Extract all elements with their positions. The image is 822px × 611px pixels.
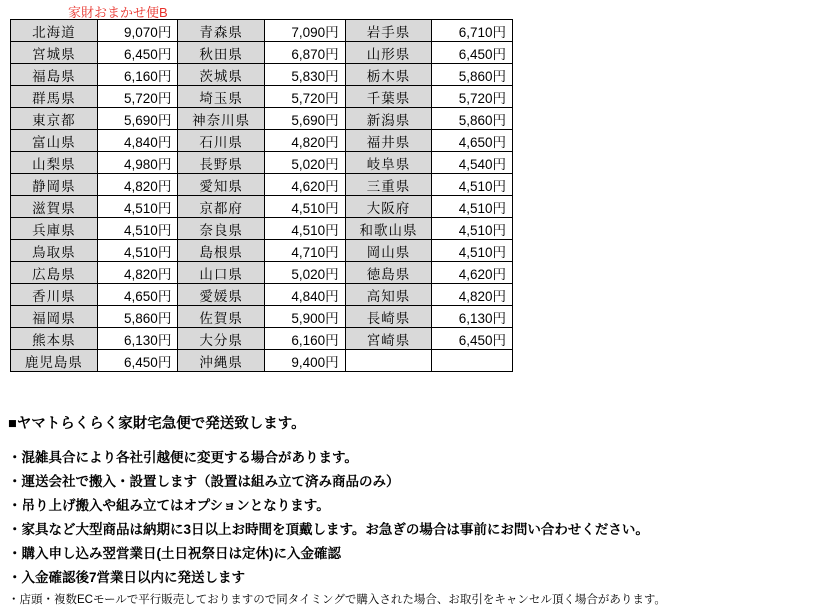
prefecture-cell: 大分県 bbox=[178, 328, 265, 350]
fee-cell: 6,710円 bbox=[432, 20, 513, 42]
table-row bbox=[11, 218, 513, 240]
prefecture-cell: 富山県 bbox=[11, 130, 98, 152]
table-row bbox=[11, 240, 513, 262]
fee-cell: 6,450円 bbox=[97, 42, 178, 64]
table-row bbox=[11, 350, 513, 372]
table-row bbox=[11, 196, 513, 218]
fee-cell: 5,860円 bbox=[432, 108, 513, 130]
fee-cell: 9,070円 bbox=[97, 20, 178, 42]
prefecture-cell: 埼玉県 bbox=[178, 86, 265, 108]
prefecture-cell: 長崎県 bbox=[345, 306, 432, 328]
prefecture-cell: 広島県 bbox=[11, 262, 98, 284]
prefecture-cell: 香川県 bbox=[11, 284, 98, 306]
prefecture-cell: 宮崎県 bbox=[345, 328, 432, 350]
fee-cell: 6,870円 bbox=[265, 42, 346, 64]
fee-cell: 4,980円 bbox=[97, 152, 178, 174]
fee-cell: 5,690円 bbox=[97, 108, 178, 130]
fee-cell: 6,160円 bbox=[97, 64, 178, 86]
prefecture-cell: 青森県 bbox=[178, 20, 265, 42]
fee-cell: 4,510円 bbox=[265, 196, 346, 218]
fee-cell: 5,830円 bbox=[265, 64, 346, 86]
fee-cell: 4,510円 bbox=[432, 196, 513, 218]
fee-cell: 7,090円 bbox=[265, 20, 346, 42]
table-row bbox=[11, 42, 513, 64]
prefecture-cell: 千葉県 bbox=[345, 86, 432, 108]
notes-headline: ■ヤマトらくらく家財宅急便で発送致します。 bbox=[8, 416, 306, 432]
table-row bbox=[11, 130, 513, 152]
prefecture-cell: 栃木県 bbox=[345, 64, 432, 86]
table-row bbox=[11, 328, 513, 350]
table-row bbox=[11, 284, 513, 306]
table-row bbox=[11, 108, 513, 130]
prefecture-cell: 奈良県 bbox=[178, 218, 265, 240]
prefecture-cell: 京都府 bbox=[178, 196, 265, 218]
table-row bbox=[11, 152, 513, 174]
prefecture-cell: 島根県 bbox=[178, 240, 265, 262]
fee-cell: 5,020円 bbox=[265, 152, 346, 174]
prefecture-cell: 山形県 bbox=[345, 42, 432, 64]
list-item: ・入金確認後7営業日以内に発送します bbox=[8, 570, 246, 585]
list-item: ・購入申し込み翌営業日(土日祝祭日は定休)に入金確認 bbox=[8, 546, 341, 561]
shipping-fee-table bbox=[10, 19, 513, 372]
fee-table-body bbox=[11, 20, 513, 372]
fee-cell: 4,510円 bbox=[97, 196, 178, 218]
prefecture-cell: 山梨県 bbox=[11, 152, 98, 174]
fee-cell: 4,820円 bbox=[97, 262, 178, 284]
prefecture-cell: 大阪府 bbox=[345, 196, 432, 218]
prefecture-cell: 長野県 bbox=[178, 152, 265, 174]
prefecture-cell: 岡山県 bbox=[345, 240, 432, 262]
fee-cell: 4,510円 bbox=[432, 174, 513, 196]
fee-cell: 5,860円 bbox=[432, 64, 513, 86]
prefecture-cell: 徳島県 bbox=[345, 262, 432, 284]
table-row bbox=[11, 174, 513, 196]
fee-cell: 5,900円 bbox=[265, 306, 346, 328]
fee-cell: 6,450円 bbox=[432, 328, 513, 350]
fee-cell: 4,710円 bbox=[265, 240, 346, 262]
fee-cell: 4,840円 bbox=[265, 284, 346, 306]
list-item: ・混雑具合により各社引越便に変更する場合があります。 bbox=[8, 450, 358, 465]
prefecture-cell: 東京都 bbox=[11, 108, 98, 130]
prefecture-cell: 高知県 bbox=[345, 284, 432, 306]
fee-cell: 4,650円 bbox=[432, 130, 513, 152]
fee-cell: 5,860円 bbox=[97, 306, 178, 328]
fee-cell: 9,400円 bbox=[265, 350, 346, 372]
list-item: ・吊り上げ搬入や組み立てはオプションとなります。 bbox=[8, 498, 330, 513]
prefecture-cell: 新潟県 bbox=[345, 108, 432, 130]
fee-cell: 6,450円 bbox=[432, 42, 513, 64]
prefecture-cell: 山口県 bbox=[178, 262, 265, 284]
prefecture-cell: 熊本県 bbox=[11, 328, 98, 350]
fee-cell: 4,510円 bbox=[97, 240, 178, 262]
fee-cell: 5,720円 bbox=[97, 86, 178, 108]
empty-cell bbox=[345, 350, 432, 372]
prefecture-cell: 兵庫県 bbox=[11, 218, 98, 240]
notes-list bbox=[8, 447, 814, 608]
fee-cell: 5,690円 bbox=[265, 108, 346, 130]
fee-cell: 6,160円 bbox=[265, 328, 346, 350]
prefecture-cell: 群馬県 bbox=[11, 86, 98, 108]
page-title: 家財おまかせ便B bbox=[68, 5, 168, 20]
table-row bbox=[11, 262, 513, 284]
prefecture-cell: 秋田県 bbox=[178, 42, 265, 64]
fee-cell: 5,720円 bbox=[432, 86, 513, 108]
prefecture-cell: 沖縄県 bbox=[178, 350, 265, 372]
list-item: ・運送会社で搬入・設置します（設置は組み立て済み商品のみ） bbox=[8, 474, 400, 489]
empty-cell bbox=[432, 350, 513, 372]
prefecture-cell: 鹿児島県 bbox=[11, 350, 98, 372]
prefecture-cell: 福岡県 bbox=[11, 306, 98, 328]
prefecture-cell: 北海道 bbox=[11, 20, 98, 42]
fee-cell: 4,510円 bbox=[265, 218, 346, 240]
fee-cell: 4,510円 bbox=[97, 218, 178, 240]
table-row bbox=[11, 306, 513, 328]
prefecture-cell: 福島県 bbox=[11, 64, 98, 86]
table-row bbox=[11, 86, 513, 108]
prefecture-cell: 愛知県 bbox=[178, 174, 265, 196]
fee-cell: 6,130円 bbox=[432, 306, 513, 328]
fee-cell: 4,620円 bbox=[432, 262, 513, 284]
prefecture-cell: 佐賀県 bbox=[178, 306, 265, 328]
fee-cell: 5,720円 bbox=[265, 86, 346, 108]
fee-cell: 4,540円 bbox=[432, 152, 513, 174]
prefecture-cell: 岐阜県 bbox=[345, 152, 432, 174]
prefecture-cell: 静岡県 bbox=[11, 174, 98, 196]
fee-cell: 4,510円 bbox=[432, 218, 513, 240]
prefecture-cell: 鳥取県 bbox=[11, 240, 98, 262]
prefecture-cell: 滋賀県 bbox=[11, 196, 98, 218]
fee-cell: 4,650円 bbox=[97, 284, 178, 306]
fee-cell: 4,820円 bbox=[432, 284, 513, 306]
prefecture-cell: 石川県 bbox=[178, 130, 265, 152]
fee-cell: 4,820円 bbox=[97, 174, 178, 196]
list-item: ・家具など大型商品は納期に3日以上お時間を頂戴します。お急ぎの場合は事前にお問い合わせください。 bbox=[8, 522, 649, 537]
fee-cell: 4,820円 bbox=[265, 130, 346, 152]
notes-section bbox=[8, 412, 814, 611]
table-row bbox=[11, 20, 513, 42]
prefecture-cell: 愛媛県 bbox=[178, 284, 265, 306]
fee-cell: 6,130円 bbox=[97, 328, 178, 350]
fee-cell: 4,620円 bbox=[265, 174, 346, 196]
prefecture-cell: 茨城県 bbox=[178, 64, 265, 86]
fee-cell: 5,020円 bbox=[265, 262, 346, 284]
fee-cell: 4,510円 bbox=[432, 240, 513, 262]
notes-small-note: ・店頭・複数ECモールで平行販売しておりますので同タイミングで購入された場合、お取引をキャンセル頂く場合があります。 bbox=[8, 594, 666, 606]
prefecture-cell: 三重県 bbox=[345, 174, 432, 196]
prefecture-cell: 岩手県 bbox=[345, 20, 432, 42]
prefecture-cell: 宮城県 bbox=[11, 42, 98, 64]
table-row bbox=[11, 64, 513, 86]
prefecture-cell: 福井県 bbox=[345, 130, 432, 152]
fee-cell: 6,450円 bbox=[97, 350, 178, 372]
fee-cell: 4,840円 bbox=[97, 130, 178, 152]
prefecture-cell: 和歌山県 bbox=[345, 218, 432, 240]
prefecture-cell: 神奈川県 bbox=[178, 108, 265, 130]
